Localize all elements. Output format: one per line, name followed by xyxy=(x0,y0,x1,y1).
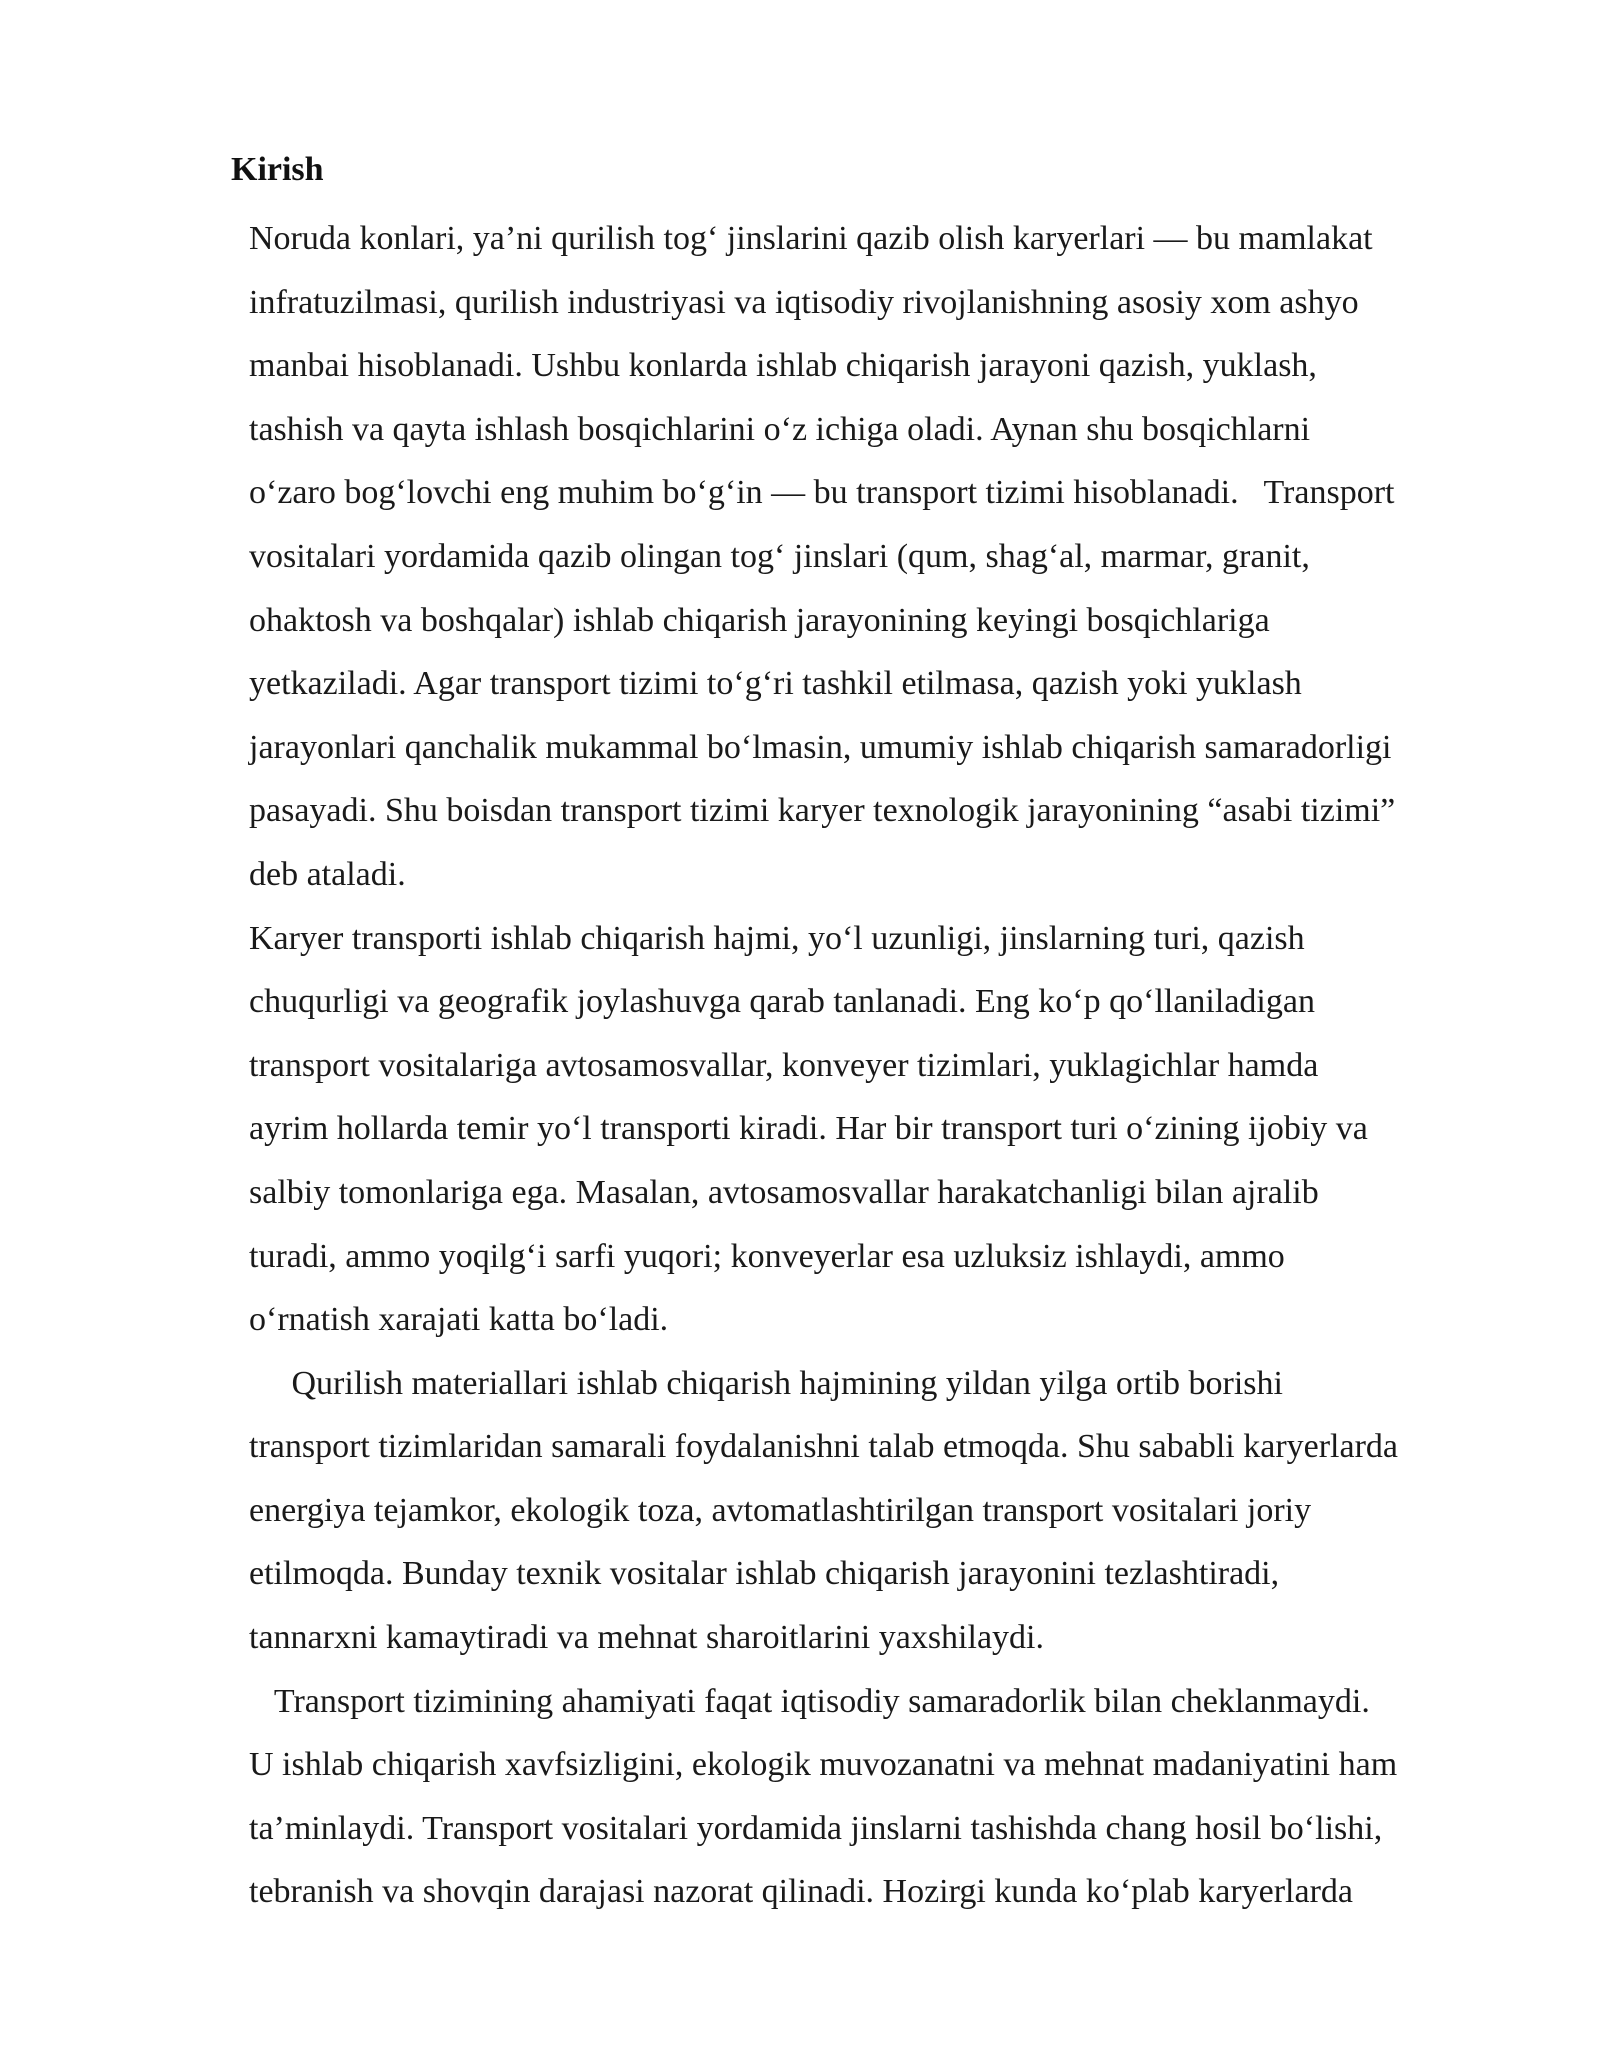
text-line: Qurilish materiallari ishlab chiqarish hajmining yildan yilga ortib borishi xyxy=(249,1364,1283,1402)
text-line: pasayadi. Shu boisdan transport tizimi karyer texnologik jarayonining “asabi tizimi” xyxy=(249,792,1396,830)
text-line: energiya tejamkor, ekologik toza, avtomatlashtirilgan transport vositalari joriy xyxy=(249,1491,1312,1529)
text-line: ta’minlaydi. Transport vositalari yordamida jinslarni tashishda chang hosil bo‘lishi, xyxy=(249,1809,1383,1847)
text-line: o‘rnatish xarajati katta bo‘ladi. xyxy=(249,1301,669,1339)
text-line: turadi, ammo yoqilg‘i sarfi yuqori; konveyerlar esa uzluksiz ishlaydi, ammo xyxy=(249,1237,1285,1275)
text-line: Karyer transporti ishlab chiqarish hajmi, yo‘l uzunligi, jinslarning turi, qazish xyxy=(249,919,1305,957)
text-line: etilmoqda. Bunday texnik vositalar ishlab chiqarish jarayonini tezlashtiradi, xyxy=(249,1555,1280,1593)
text-line: tannarxni kamaytiradi va mehnat sharoitlarini yaxshilaydi. xyxy=(249,1619,1044,1657)
text-line: U ishlab chiqarish xavfsizligini, ekologik muvozanatni va mehnat madaniyatini ham xyxy=(249,1746,1398,1784)
text-line: salbiy tomonlariga ega. Masalan, avtosamosvallar harakatchanligi bilan ajralib xyxy=(249,1173,1319,1211)
text-line: Transport tizimining ahamiyati faqat iqtisodiy samaradorlik bilan cheklanmaydi. xyxy=(249,1682,1370,1720)
text-line: vositalari yordamida qazib olingan tog‘ jinslari (qum, shag‘al, marmar, granit, xyxy=(249,537,1310,575)
text-line: chuqurligi va geografik joylashuvga qarab tanlanadi. Eng ko‘p qo‘llaniladigan xyxy=(249,983,1315,1021)
text-line: ayrim hollarda temir yo‘l transporti kiradi. Har bir transport turi o‘zining ijobiy va xyxy=(249,1110,1368,1148)
section-heading: Kirish xyxy=(231,151,324,188)
text-line: manbai hisoblanadi. Ushbu konlarda ishlab chiqarish jarayoni qazish, yuklash, xyxy=(249,347,1317,385)
text-line: deb ataladi. xyxy=(249,855,406,893)
text-line: tebranish va shovqin darajasi nazorat qilinadi. Hozirgi kunda ko‘plab karyerlarda xyxy=(249,1873,1354,1911)
text-line: tashish va qayta ishlash bosqichlarini o‘z ichiga oladi. Aynan shu bosqichlarni xyxy=(249,410,1311,448)
text-line: ohaktosh va boshqalar) ishlab chiqarish jarayonining keyingi bosqichlariga xyxy=(249,601,1270,639)
text-line: Noruda konlari, ya’ni qurilish tog‘ jinslarini qazib olish karyerlari — bu mamlakat xyxy=(249,220,1373,257)
text-line: o‘zaro bog‘lovchi eng muhim bo‘g‘in — bu transport tizimi hisoblanadi. Transport xyxy=(249,474,1395,512)
text-line: transport tizimlaridan samarali foydalanishni talab etmoqda. Shu sababli karyerlarda xyxy=(249,1428,1399,1466)
body-text xyxy=(249,207,1509,1924)
text-line: yetkaziladi. Agar transport tizimi to‘g‘ri tashkil etilmasa, qazish yoki yuklash xyxy=(249,665,1302,703)
text-line: jarayonlari qanchalik mukammal bo‘lmasin, umumiy ishlab chiqarish samaradorligi xyxy=(249,728,1392,766)
text-line: transport vositalariga avtosamosvallar, konveyer tizimlari, yuklagichlar hamda xyxy=(249,1046,1319,1084)
text-line: infratuzilmasi, qurilish industriyasi va iqtisodiy rivojlanishning asosiy xom ashyo xyxy=(249,283,1359,321)
